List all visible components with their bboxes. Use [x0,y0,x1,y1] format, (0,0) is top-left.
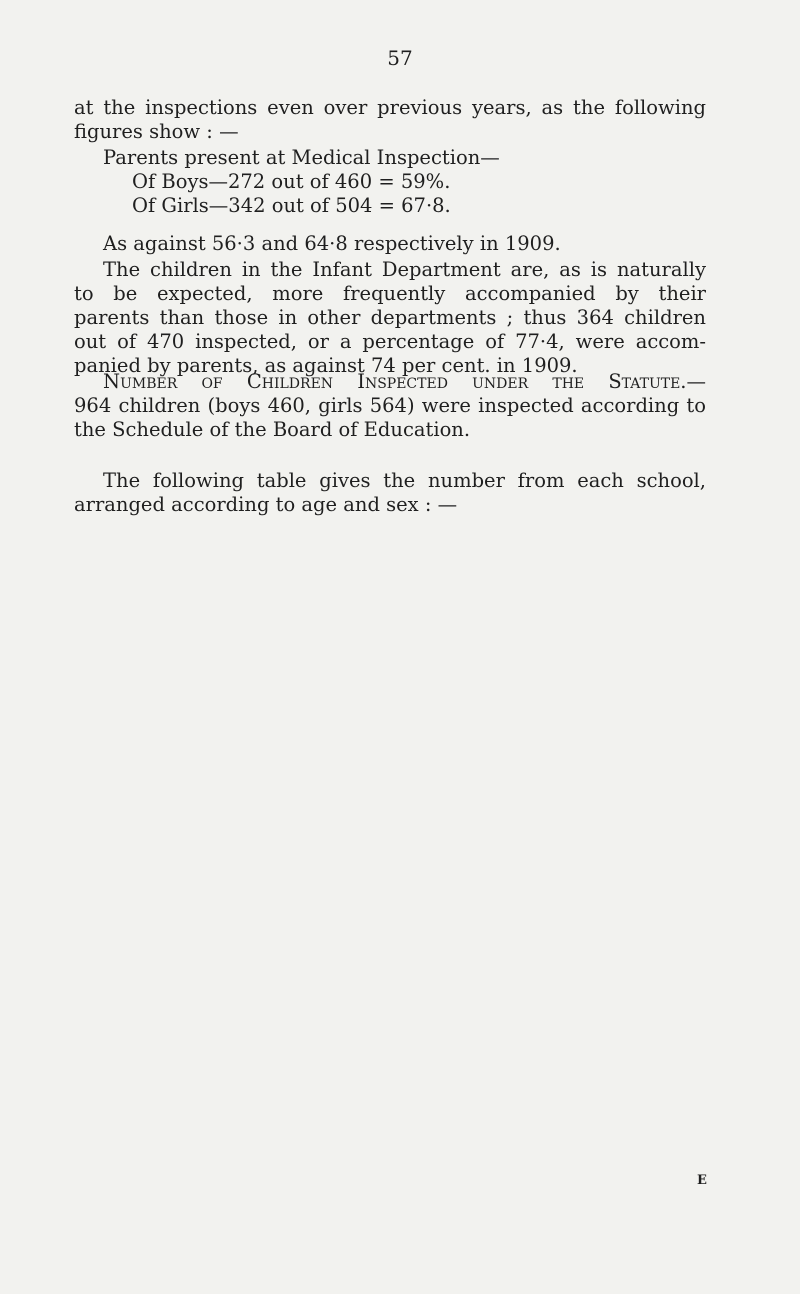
text-line: The children in the Infant Department are, as is naturally [103,258,706,281]
text-line: figures show : — [74,120,239,143]
text-line: panied by parents, as against 74 per cent. in 1909. [74,354,578,377]
page-number: 57 [387,46,413,70]
boys-statistic: Of Boys—272 out of 460 = 59%. [132,170,451,193]
infant-department-paragraph [74,258,706,378]
girls-statistic: Of Girls—342 out of 504 = 67·8. [132,194,451,217]
comparison-paragraph [74,232,706,256]
table-intro-paragraph [74,469,706,517]
text-line: at the inspections even over previous years, as the following [74,96,706,119]
text-line: arranged according to age and sex : — [74,493,458,516]
text-line: out of 470 inspected, or a percentage of 77·4, were accom- [74,330,706,353]
text-line: to be expected, more frequently accompanied by their [74,282,706,305]
statute-heading: Number of Children Inspected under the Statute.— [103,370,706,393]
parents-heading: Parents present at Medical Inspection— [103,146,500,169]
text-line: The following table gives the number from each school, [103,469,706,492]
text-line: the Schedule of the Board of Education. [74,418,471,441]
signature-mark: E [697,1173,707,1188]
text-line: parents than those in other departments ; thus 364 children [74,306,706,329]
statute-section [74,370,706,442]
parents-present-section [74,146,706,218]
comparison-line: As against 56·3 and 64·8 respectively in 1909. [103,232,561,255]
intro-paragraph [74,96,706,144]
text-line: 964 children (boys 460, girls 564) were inspected according to [74,394,706,417]
